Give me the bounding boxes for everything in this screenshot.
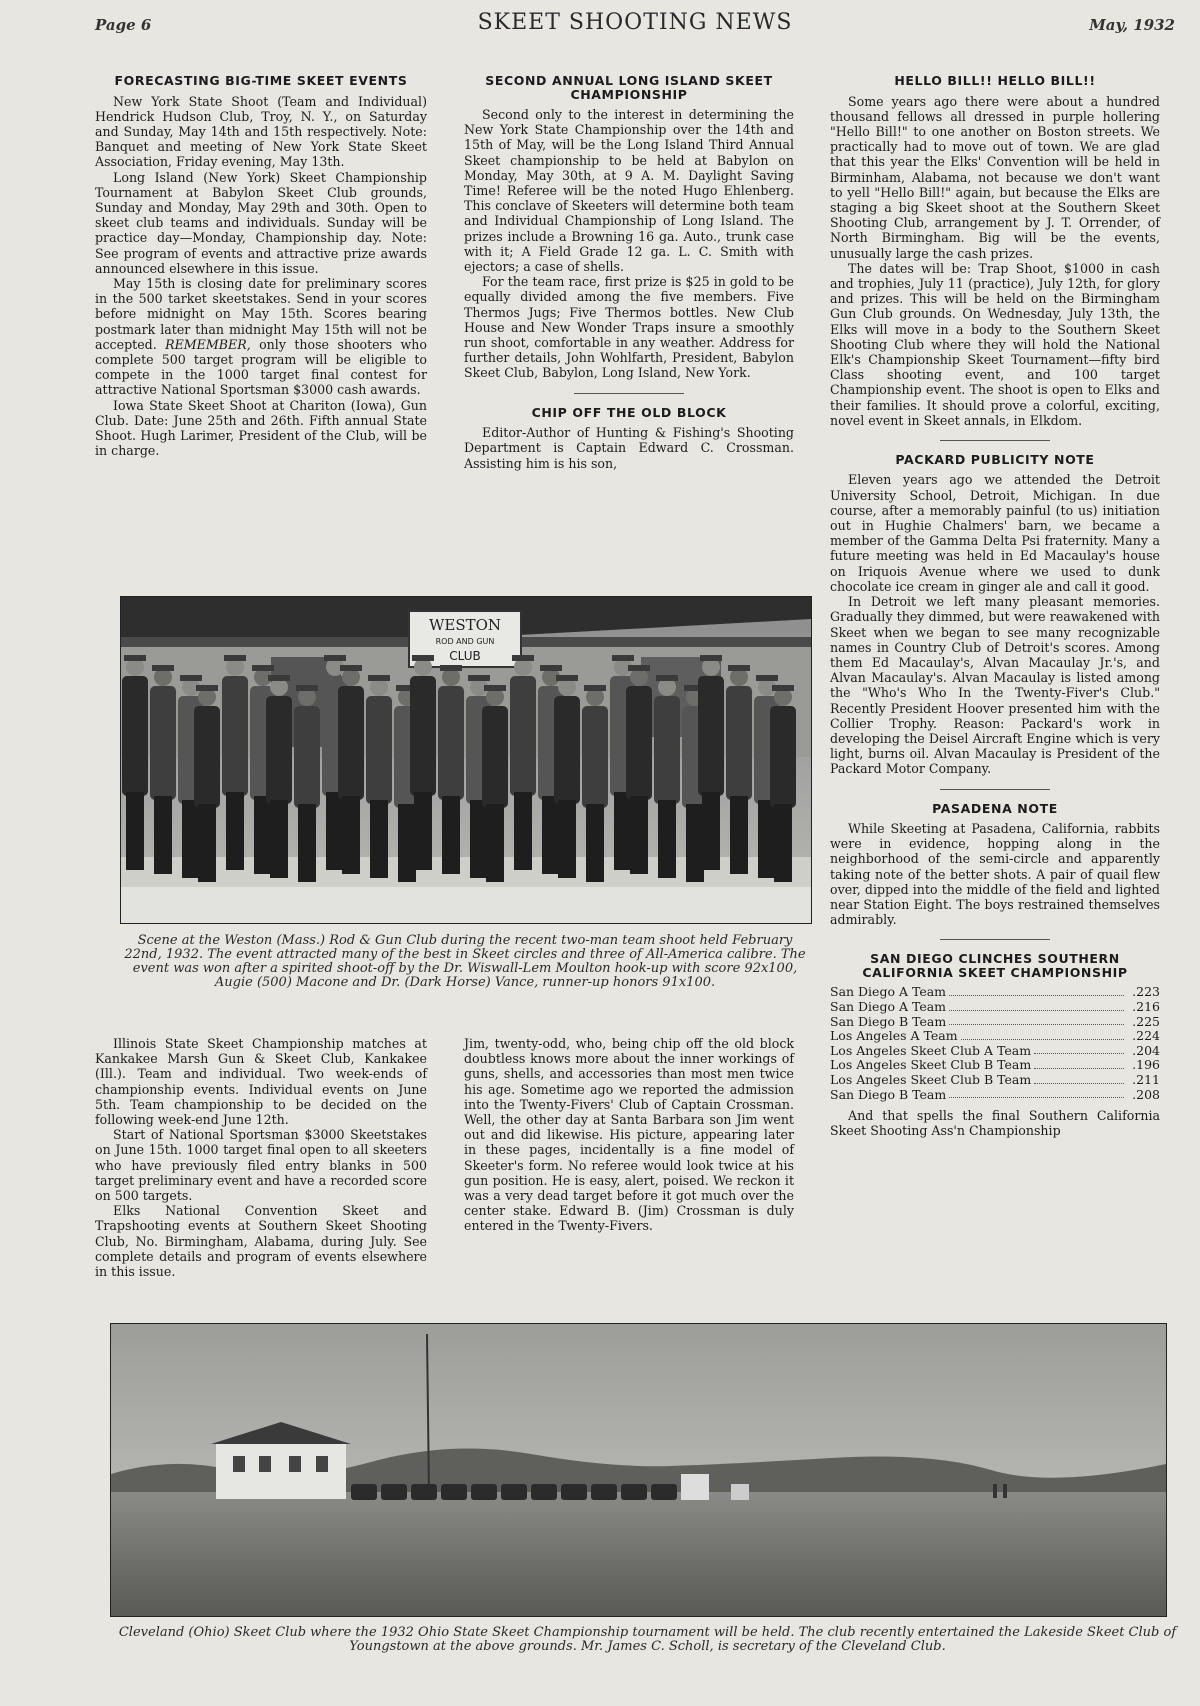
column-illinois: [95, 1036, 427, 1279]
column-long-island: [464, 70, 794, 471]
illinois-p1: Illinois State Skeet Championship matches at Kankakee Marsh Gun & Skeet Club, Kankakee (Ill.). Team and individual. Two week-ends of championship events. Individual events on June 5th. Team championship to be decided on the following week-end June 12th.: [95, 1036, 427, 1128]
packard-heading: PACKARD PUBLICITY NOTE: [895, 451, 1095, 467]
score-value: .224: [1132, 1028, 1160, 1044]
forecasting-p1: New York State Shoot (Team and Individual) Hendrick Hudson Club, Troy, N. Y., on Saturday and Sunday, May 14th and 15th respectively. Note: Banquet and meeting of New York State Skeet Association, Friday evening, May 13th.: [95, 93, 427, 170]
page-header: [95, 10, 1175, 50]
score-value: .216: [1132, 999, 1160, 1015]
pasadena-p1: While Skeeting at Pasadena, California, rabbits were in evidence, hopping along in the neighborhood of the semi-circle and apparently taking note of the better shots. A pair of quail flew over, dipped into the middle of the field and lighted near Station Eight. The boys restrained themselves admirably.: [830, 821, 1160, 928]
parked-car: [411, 1484, 437, 1500]
long-island-p2: For the team race, first prize is $25 in gold to be equally divided among the five members. Five Thermos Jugs; Five Thermos bottles. New Club House and New Wonder Traps insure a smoothly run shoot, comfortable in any weather. Address for further details, John Wohlfarth, President, Babylon Skeet Club, Babylon, Long Island, New York.: [464, 274, 794, 381]
long-island-heading: SECOND ANNUAL LONG ISLAND SKEET CHAMPIONSHIP: [485, 73, 773, 102]
weston-club-photo: [120, 596, 812, 924]
san-diego-heading: SAN DIEGO CLINCHES SOUTHERN CALIFORNIA SKEET CHAMPIONSHIP: [862, 951, 1128, 980]
hello-bill-p1: Some years ago there were about a hundred thousand fellows all dressed in purple hollering "Hello Bill!" to one another on Boston streets. We practically had to move out of town. We are glad that this year the Elks' Convention will be held in Birminham, Alabama, not because we don't want to yell "Hello Bill!" again, but because the Elks are staging a big Skeet shoot at the Southern Skeet Shooting Club, arrangement by J. T. Orrender, of North Birmingham. Big will be the events, unusually large the cash prizes.: [830, 93, 1160, 261]
page-number: Page 6: [95, 16, 152, 34]
score-value: .223: [1132, 984, 1160, 1000]
score-team: San Diego B Team: [830, 1013, 947, 1029]
score-value: .211: [1132, 1072, 1160, 1088]
score-team: Los Angeles Skeet Club B Team: [830, 1072, 1032, 1088]
score-row: [830, 1044, 1160, 1059]
score-team: San Diego A Team: [830, 984, 947, 1000]
parked-car: [441, 1484, 467, 1500]
remember-emphasis: REMEMBER,: [165, 336, 251, 352]
column-chip-continued: [464, 1036, 794, 1234]
score-value: .204: [1132, 1042, 1160, 1058]
score-team: San Diego B Team: [830, 1086, 947, 1102]
section-divider: [574, 393, 684, 394]
issue-date: May, 1932: [1089, 16, 1175, 34]
column-right: [830, 70, 1160, 1139]
illinois-p3: Elks National Convention Skeet and Trapshooting events at Southern Skeet Shooting Club, No. Birmingham, Alabama, during July. See complete details and program of events elsewhere in this issue.: [95, 1203, 427, 1280]
score-row: [830, 1088, 1160, 1103]
score-value: .196: [1132, 1057, 1160, 1073]
hello-bill-heading: HELLO BILL!! HELLO BILL!!: [894, 73, 1096, 88]
leader-dots: [949, 1088, 1124, 1099]
sign-line-1: WESTON: [428, 616, 502, 634]
packard-p2: In Detroit we left many pleasant memories. Gradually they dimmed, but were reawakened with Skeet when we began to see many recognizable names in Country Club of Detroit's scores. Among them Ed Macaulay's, Alvan Macaulay Jr.'s, and Alvan Macaulay's. Alvan Macaulay is listed among the "Who's Who In the Twenty-Fiver's Club." Recently President Hoover presented him with the Collier Trophy. Reason: Packard's work in developing the Deisel Aircraft Engine which is very light, burns oil. Alvan Macaulay is President of the Packard Motor Company.: [830, 594, 1160, 777]
score-team: San Diego A Team: [830, 999, 947, 1015]
forecasting-p4: Iowa State Skeet Shoot at Chariton (Iowa), Gun Club. Date: June 25th and 26th. Fifth annual State Shoot. Hugh Larimer, President of the Club, will be in charge.: [95, 397, 427, 459]
leader-dots: [949, 1000, 1124, 1011]
score-team: Los Angeles Skeet Club B Team: [830, 1057, 1032, 1073]
cleveland-photo-caption: Cleveland (Ohio) Skeet Club where the 1932 Ohio State Skeet Championship tournament will be held. The club recently entertained the Lakeside Skeet Club of Youngstown at the above grounds. Mr. James C. Scholl, is secretary of the Cleveland Club.: [118, 1625, 1177, 1654]
leader-dots: [961, 1029, 1124, 1040]
leader-dots: [1034, 1073, 1124, 1084]
section-divider: [940, 789, 1050, 790]
parked-car: [621, 1484, 647, 1500]
chip-heading: CHIP OFF THE OLD BLOCK: [531, 404, 727, 420]
score-row: [830, 985, 1160, 1000]
field-photo-illustration: [111, 1324, 1166, 1616]
section-divider: [940, 440, 1050, 441]
parked-car: [651, 1484, 677, 1500]
score-row: [830, 1058, 1160, 1073]
chip-p1: Editor-Author of Hunting & Fishing's Shooting Department is Captain Edward C. Crossman. Assisting him is his son,: [464, 425, 794, 471]
score-team: Los Angeles A Team: [830, 1028, 958, 1044]
illinois-p2: Start of National Sportsman $3000 Skeetstakes on June 15th. 1000 target final open to all skeeters who have previously filed entry blanks in 500 target preliminary event and have a recorded score on 500 targets.: [95, 1127, 427, 1204]
score-row: [830, 1000, 1160, 1015]
score-value: .225: [1132, 1013, 1160, 1029]
leader-dots: [949, 985, 1124, 996]
leader-dots: [1034, 1044, 1124, 1055]
score-row: [830, 1073, 1160, 1088]
parked-car: [501, 1484, 527, 1500]
parked-car: [471, 1484, 497, 1500]
forecasting-p3: May 15th is closing date for preliminary scores in the 500 tarket skeetstakes. Send in your scores before midnight on May 15th. Scores bearing postmark later than midnight May 15th will not be accepted. REMEMBER, only those shooters who complete 500 target program will be eligible to compete in the 1000 target final contest for attractive National Sportsman $3000 cash awards.: [95, 275, 427, 398]
packard-p1: Eleven years ago we attended the Detroit University School, Detroit, Michigan. In due course, after a memorably painful (to us) initiation out in Hughie Chalmers' barn, we became a member of the Gamma Delta Psi fraternity. Many a future meeting was held in Ed Macaulay's house on Iriquois Avenue where we used to dunk chocolate ice cream in ginger ale and call it good.: [830, 472, 1160, 594]
score-row: [830, 1029, 1160, 1044]
san-diego-score-table: [830, 985, 1160, 1102]
san-diego-closing: And that spells the final Southern California Skeet Shooting Ass'n Championship: [830, 1108, 1160, 1139]
score-row: [830, 1015, 1160, 1030]
sign-line-3: CLUB: [449, 649, 481, 663]
group-photo-illustration: [121, 597, 811, 923]
cleveland-club-photo: [110, 1323, 1167, 1617]
column-forecasting: [95, 70, 427, 458]
hello-bill-p2: The dates will be: Trap Shoot, $1000 in cash and trophies, July 11 (practice), July 12th, for glory and prizes. This will be held on the Birmingham Gun Club grounds. On Wednesday, July 13th, the Elks will move in a body to the Southern Skeet Shooting Club where they will hold the National Elk's Championship Skeet Tournament—fifty bird Class shooting event, and 100 target Championship event. The shoot is open to Elks and their families. It should prove a colorful, exciting, novel event in Skeet annals, in Elkdom.: [830, 260, 1160, 428]
section-divider: [940, 939, 1050, 940]
leader-dots: [949, 1015, 1124, 1026]
score-team: Los Angeles Skeet Club A Team: [830, 1042, 1032, 1058]
parked-car: [531, 1484, 557, 1500]
parked-car: [591, 1484, 617, 1500]
score-value: .208: [1132, 1086, 1160, 1102]
forecasting-heading: FORECASTING BIG-TIME SKEET EVENTS: [114, 73, 408, 88]
parked-car: [351, 1484, 377, 1500]
long-island-p1: Second only to the interest in determining the New York State Championship over the 14th and 15th of May, will be the Long Island Third Annual Skeet championship to be held at Babylon on Monday, May 30th, at 9 A. M. Daylight Saving Time! Referee will be the noted Hugo Ehlenberg. This conclave of Skeeters will determine both team and Individual Championship of Long Island. The prizes include a Browning 16 ga. Auto., trunk case with it; A Field Grade 12 ga. L. C. Smith with ejectors; a case of shells.: [464, 107, 794, 275]
weston-photo-caption: Scene at the Weston (Mass.) Rod & Gun Club during the recent two-man team shoot held February 22nd, 1932. The event attracted many of the best in Skeet circles and three of All-America calibre. The event was won after a spirited shoot-off by the Dr. Wiswall-Lem Moulton hook-up with score 92x100, Augie (500) Macone and Dr. (Dark Horse) Vance, runner-up honors 91x100.: [124, 933, 806, 990]
leader-dots: [1034, 1058, 1124, 1069]
parked-car: [381, 1484, 407, 1500]
parked-car: [561, 1484, 587, 1500]
pasadena-heading: PASADENA NOTE: [932, 800, 1058, 816]
publication-title: SKEET SHOOTING NEWS: [477, 10, 793, 35]
sign-line-2: ROD AND GUN: [435, 637, 495, 646]
chip-p2: Jim, twenty-odd, who, being chip off the old block doubtless knows more about the inner workings of guns, shells, and accessories than most men twice his age. Sometime ago we reported the admission into the Twenty-Fivers' Club of Captain Crossman. Well, the other day at Santa Barbara son Jim went out and did likewise. His picture, appearing later in these pages, incidentally is a fine model of Skeeter's form. No referee would look twice at his gun position. He is easy, alert, poised. We reckon it was a very dead target before it got much over the center stake. Edward B. (Jim) Crossman is duly entered in the Twenty-Fivers.: [464, 1036, 794, 1234]
forecasting-p2: Long Island (New York) Skeet Championship Tournament at Babylon Skeet Club grounds, Sunday and Monday, May 29th and 30th. Open to skeet club teams and individuals. Sunday will be practice day—Monday, Championship day. Note: See program of events and attractive prize awards announced elsewhere in this issue.: [95, 169, 427, 276]
